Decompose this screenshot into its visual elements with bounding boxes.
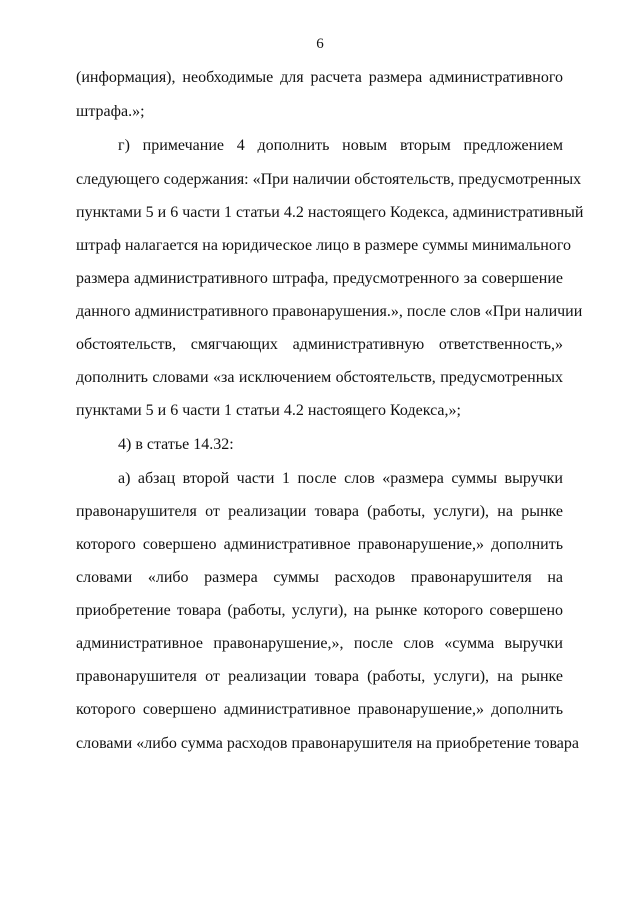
- text-line: административное правонарушение,», после слов «сумма выручки: [76, 635, 563, 652]
- paragraph-first-line: г) примечание 4 дополнить новым вторым предложением: [118, 137, 563, 154]
- text-line: данного административного правонарушения.», после слов «При наличии: [76, 303, 583, 320]
- text-line: которого совершено административное правонарушение,» дополнить: [76, 536, 563, 553]
- text-line: штраф налагается на юридическое лицо в размере суммы минимального: [76, 237, 572, 254]
- text-line: обстоятельств, смягчающих административную ответственность,»: [76, 336, 563, 353]
- text-line: дополнить словами «за исключением обстоятельств, предусмотренных: [76, 369, 563, 386]
- text-line: правонарушителя от реализации товара (работы, услуги), на рынке: [76, 503, 563, 520]
- text-line: правонарушителя от реализации товара (работы, услуги), на рынке: [76, 668, 563, 685]
- text-line: пунктами 5 и 6 части 1 статьи 4.2 настоящего Кодекса, административный: [76, 204, 584, 221]
- paragraph-first-line: а) абзац второй части 1 после слов «размера суммы выручки: [118, 470, 563, 487]
- page-number: 6: [316, 36, 324, 52]
- text-line: которого совершено административное правонарушение,» дополнить: [76, 701, 563, 718]
- text-line: (информация), необходимые для расчета размера административного: [76, 69, 563, 86]
- text-line: словами «либо сумма расходов правонарушителя на приобретение товара: [76, 735, 580, 752]
- text-line: размера административного штрафа, предусмотренного за совершение: [76, 270, 563, 287]
- text-line: штрафа.»;: [76, 103, 145, 120]
- text-line: пунктами 5 и 6 части 1 статьи 4.2 настоящего Кодекса,»;: [76, 402, 461, 419]
- text-line: приобретение товара (работы, услуги), на рынке которого совершено: [76, 602, 563, 619]
- section-heading-line: 4) в статье 14.32:: [118, 436, 234, 453]
- text-line: словами «либо размера суммы расходов правонарушителя на: [76, 569, 563, 586]
- text-line: следующего содержания: «При наличии обстоятельств, предусмотренных: [76, 171, 582, 188]
